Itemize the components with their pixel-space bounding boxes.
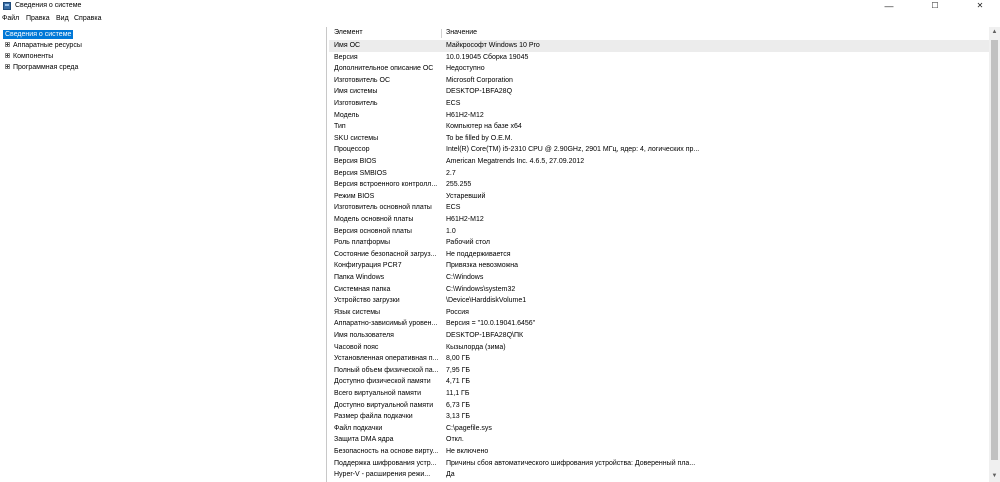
row-item-value: 2.7 xyxy=(446,169,456,177)
row-item-value: C:\Windows\system32 xyxy=(446,285,516,293)
row-item-value: ECS xyxy=(446,100,461,107)
row-item-value: 4,71 ГБ xyxy=(446,378,470,386)
column-header-value[interactable]: Значение xyxy=(446,29,478,36)
row-item-value: American Megatrends Inc. 4.6.5, 27.09.2012 xyxy=(446,158,585,165)
row-item-name: Изготовитель xyxy=(334,100,378,107)
menu-help[interactable]: Справка xyxy=(74,15,102,22)
table-row[interactable] xyxy=(329,98,989,110)
row-item-value: Кызылорда (зима) xyxy=(446,343,506,351)
table-row[interactable] xyxy=(329,52,989,64)
row-item-value: H61H2-M12 xyxy=(446,216,484,223)
row-item-name: SKU системы xyxy=(334,134,379,142)
row-item-value: ECS xyxy=(446,204,461,212)
row-item-value: Устаревший xyxy=(446,192,486,200)
row-item-value: 7,95 ГБ xyxy=(446,366,470,374)
table-row[interactable] xyxy=(329,272,989,284)
tree-item-software-environment[interactable] xyxy=(5,62,78,73)
scroll-thumb[interactable] xyxy=(991,40,998,460)
row-item-name: Защита DMA ядра xyxy=(334,436,394,444)
system-info-app-icon xyxy=(3,2,11,10)
table-row[interactable] xyxy=(329,400,989,412)
row-item-name: Размер файла подкачки xyxy=(334,413,413,421)
table-row[interactable] xyxy=(329,469,989,481)
tree-item-label: Компоненты xyxy=(13,53,54,60)
table-row[interactable] xyxy=(329,121,989,133)
row-item-name: Конфигурация PCR7 xyxy=(334,262,402,270)
row-item-value: To be filled by O.E.M. xyxy=(446,134,513,142)
tree-item-system-summary[interactable]: Сведения о системе xyxy=(5,31,72,38)
row-item-value: Версия = "10.0.19041.6456" xyxy=(446,320,536,328)
tree-item-components[interactable] xyxy=(5,51,53,62)
menu-bar xyxy=(0,13,1000,26)
row-item-name: Доступно виртуальной памяти xyxy=(334,401,434,409)
row-item-name: Hyper-V - расширения режи... xyxy=(334,471,431,479)
table-row[interactable] xyxy=(329,226,989,238)
table-row[interactable] xyxy=(329,191,989,203)
minimize-button[interactable]: — xyxy=(884,1,894,11)
table-row[interactable] xyxy=(329,156,989,168)
row-item-name: Имя системы xyxy=(334,88,378,96)
row-item-value: Не включено xyxy=(446,448,489,455)
row-item-name: Дополнительное описание ОС xyxy=(334,65,434,73)
row-item-name: Имя пользователя xyxy=(334,332,394,339)
menu-edit[interactable]: Правка xyxy=(26,15,50,22)
table-row[interactable] xyxy=(329,144,989,156)
row-item-name: Имя ОС xyxy=(334,42,361,49)
table-row[interactable] xyxy=(329,86,989,98)
row-item-name: Язык системы xyxy=(334,308,381,316)
table-row[interactable] xyxy=(329,214,989,226)
table-row[interactable] xyxy=(329,75,989,87)
row-item-name: Версия встроенного контролл... xyxy=(334,181,438,189)
maximize-button[interactable]: ☐ xyxy=(931,1,939,10)
row-item-name: Доступно физической памяти xyxy=(334,378,431,386)
table-row[interactable] xyxy=(329,376,989,388)
row-item-name: Версия SMBIOS xyxy=(334,169,387,177)
scroll-down-icon[interactable]: ▼ xyxy=(991,473,998,479)
table-row[interactable] xyxy=(329,179,989,191)
row-item-value: Рабочий стол xyxy=(446,239,490,247)
row-item-value: 8,00 ГБ xyxy=(446,355,470,363)
row-item-value: Да xyxy=(446,471,455,479)
table-row[interactable] xyxy=(329,110,989,122)
expand-plus-icon[interactable] xyxy=(5,53,10,58)
row-item-value: Недоступно xyxy=(446,65,485,73)
table-row[interactable] xyxy=(329,423,989,435)
table-row[interactable] xyxy=(329,388,989,400)
tree-item-hardware-resources[interactable] xyxy=(5,40,82,51)
row-item-name: Безопасность на основе вирту... xyxy=(334,448,439,455)
table-row[interactable] xyxy=(329,458,989,470)
row-item-value: \Device\HarddiskVolume1 xyxy=(446,297,527,305)
table-row[interactable] xyxy=(329,446,989,458)
window-title: Сведения о системе xyxy=(15,2,82,9)
row-item-value: Компьютер на базе x64 xyxy=(446,123,522,131)
row-item-value: Не поддерживается xyxy=(446,250,511,258)
row-item-name: Версия основной платы xyxy=(334,227,412,235)
vertical-scrollbar[interactable] xyxy=(989,27,1000,482)
table-row[interactable] xyxy=(329,168,989,180)
row-item-value: Причины сбоя автоматического шифрования устройства: Доверенный пла... xyxy=(446,459,696,467)
row-item-value: C:\Windows xyxy=(446,274,484,281)
table-row[interactable] xyxy=(329,307,989,319)
table-row[interactable] xyxy=(329,365,989,377)
row-item-name: Версия BIOS xyxy=(334,158,377,165)
row-item-name: Часовой пояс xyxy=(334,343,379,351)
table-row[interactable] xyxy=(329,295,989,307)
row-item-name: Изготовитель основной платы xyxy=(334,204,432,212)
row-item-value: H61H2-M12 xyxy=(446,111,484,119)
expand-plus-icon[interactable] xyxy=(5,42,10,47)
row-item-name: Аппаратно-зависимый уровен... xyxy=(334,320,438,328)
row-item-name: Тип xyxy=(334,123,346,131)
table-row[interactable] xyxy=(329,284,989,296)
row-item-name: Изготовитель ОС xyxy=(334,76,390,84)
table-row[interactable] xyxy=(329,237,989,249)
menu-file[interactable]: Файл xyxy=(2,15,20,22)
row-item-name: Всего виртуальной памяти xyxy=(334,390,422,397)
table-row[interactable] xyxy=(329,202,989,214)
row-item-name: Папка Windows xyxy=(334,274,385,281)
table-row[interactable] xyxy=(329,411,989,423)
row-item-value: 1.0 xyxy=(446,227,456,235)
row-item-value: 10.0.19045 Сборка 19045 xyxy=(446,53,529,61)
row-item-value: Microsoft Corporation xyxy=(446,76,513,84)
details-list xyxy=(329,27,989,482)
row-item-name: Системная папка xyxy=(334,285,391,293)
row-item-value: 11,1 ГБ xyxy=(446,390,470,397)
row-item-name: Роль платформы xyxy=(334,239,390,247)
row-item-name: Режим BIOS xyxy=(334,192,375,200)
row-item-value: 6,73 ГБ xyxy=(446,401,470,409)
row-item-value: DESKTOP-1BFA28Q xyxy=(446,88,513,96)
table-row[interactable] xyxy=(329,353,989,365)
row-item-value: Майкрософт Windows 10 Pro xyxy=(446,42,540,49)
column-divider[interactable] xyxy=(441,29,442,38)
row-item-value: Россия xyxy=(446,308,469,316)
row-item-name: Полный объем физической па... xyxy=(334,366,439,374)
tree-item-label: Аппаратные ресурсы xyxy=(13,42,82,49)
tree-item-label: Программная среда xyxy=(13,64,79,71)
row-item-value: Intel(R) Core(TM) i5-2310 CPU @ 2.90GHz, 2901 МГц, ядер: 4, логических пр... xyxy=(446,146,700,154)
row-item-name: Процессор xyxy=(334,146,370,154)
row-item-name: Модель основной платы xyxy=(334,216,414,223)
table-row[interactable] xyxy=(329,434,989,446)
table-row[interactable] xyxy=(329,342,989,354)
row-item-name: Поддержка шифрования устр... xyxy=(334,459,437,467)
row-item-name: Версия xyxy=(334,53,358,61)
row-item-value: 255.255 xyxy=(446,181,472,189)
title-bar xyxy=(0,0,1000,13)
table-row[interactable] xyxy=(329,330,989,342)
table-row[interactable] xyxy=(329,63,989,75)
table-row[interactable] xyxy=(329,318,989,330)
row-item-name: Файл подкачки xyxy=(334,424,383,432)
row-item-value: C:\pagefile.sys xyxy=(446,424,492,432)
row-item-value: Привязка невозможна xyxy=(446,262,519,270)
row-item-name: Состояние безопасной загруз... xyxy=(334,250,437,258)
table-row[interactable] xyxy=(329,260,989,272)
table-row[interactable] xyxy=(329,249,989,261)
menu-view[interactable]: Вид xyxy=(56,15,69,22)
scroll-up-icon[interactable]: ▲ xyxy=(991,29,998,35)
row-item-value: DESKTOP-1BFA28Q\ПК xyxy=(446,332,524,339)
column-header-item[interactable]: Элемент xyxy=(334,29,363,36)
row-item-value: 3,13 ГБ xyxy=(446,413,470,421)
row-item-value: Откл. xyxy=(446,436,464,444)
table-row[interactable] xyxy=(329,133,989,145)
category-tree xyxy=(0,27,327,482)
row-item-name: Устройство загрузки xyxy=(334,297,400,305)
row-item-name: Модель xyxy=(334,111,360,119)
table-row[interactable] xyxy=(329,40,989,52)
expand-plus-icon[interactable] xyxy=(5,64,10,69)
close-button[interactable]: ✕ xyxy=(976,1,984,10)
row-item-name: Установленная оперативная п... xyxy=(334,355,439,363)
